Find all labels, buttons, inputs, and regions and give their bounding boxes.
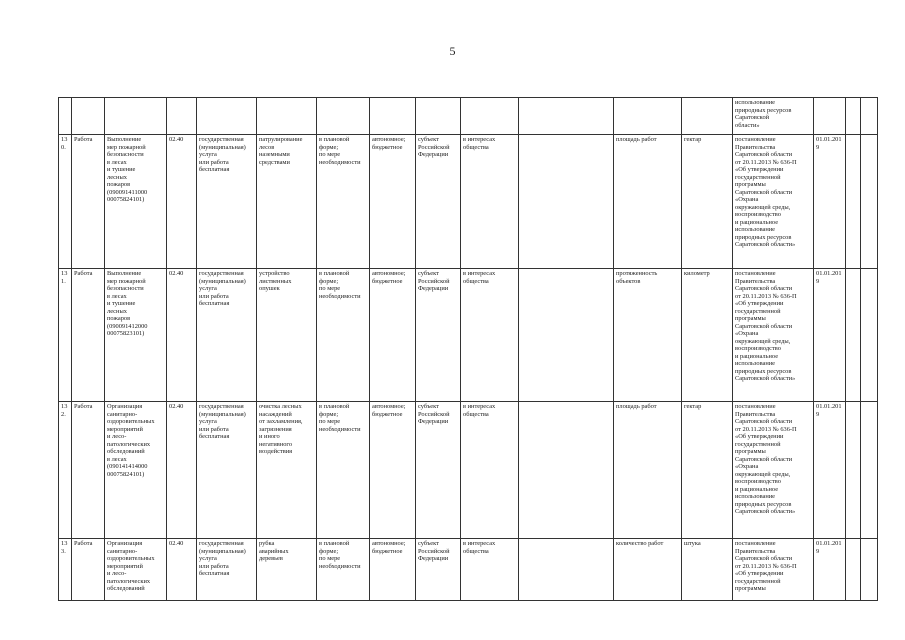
cell-indicator: количество работ [614, 539, 682, 601]
cell-subject: субъект Российской Федерации [416, 402, 461, 539]
cell-type: Работа [72, 539, 105, 601]
cell-type: Работа [72, 269, 105, 402]
cell-doc: постановление Правительства Саратовской области от 20.11.2013 № 636-П «Об утверждении государственной программы Саратовской области «Охрана окружающей среды, воспроизводство и рациональное использование природных ресурсов Саратовской области» [733, 402, 814, 539]
cell-interest: в интересах общества [461, 269, 519, 402]
cell-kind: государственная (муниципальная) услуга или работа бесплатная [197, 135, 257, 269]
cell-name: Выполнение мер пожарной безопасности в лесах и тушение лесных пожаров (090091412000 00075823101) [105, 269, 167, 402]
cell-interest: в интересах общества [461, 539, 519, 601]
cell-institution: автономное; бюджетное [370, 402, 416, 539]
cell-indicator: площадь работ [614, 135, 682, 269]
cell-doc: постановление Правительства Саратовской области от 20.11.2013 № 636-П «Об утверждении государственной программы [733, 539, 814, 601]
cell-doc: использование природных ресурсов Саратовской области» [733, 98, 814, 135]
registry-table [58, 97, 878, 601]
cell-institution: автономное; бюджетное [370, 269, 416, 402]
cell-subject: субъект Российской Федерации [416, 539, 461, 601]
cell-indicator: площадь работ [614, 402, 682, 539]
cell-date: 01.01.2019 [814, 269, 846, 402]
cell-date: 01.01.2019 [814, 402, 846, 539]
cell-unit: километр [682, 269, 733, 402]
table-row [59, 402, 878, 539]
cell-kind: государственная (муниципальная) услуга или работа бесплатная [197, 539, 257, 601]
cell-content: патрулирование лесов наземными средствами [257, 135, 317, 269]
cell-code: 02.40 [167, 539, 197, 601]
cell-condition: в плановой форме; по мере необходимости [317, 539, 370, 601]
cell-doc: постановление Правительства Саратовской области от 20.11.2013 № 636-П «Об утверждении государственной программы Саратовской области «Охрана окружающей среды, воспроизводство и рациональное использование природных ресурсов Саратовской области» [733, 269, 814, 402]
cell-date: 01.01.2019 [814, 135, 846, 269]
cell-institution: автономное; бюджетное [370, 135, 416, 269]
cell-indicator: протяженность объектов [614, 269, 682, 402]
cell-type: Работа [72, 135, 105, 269]
cell-content: рубка аварийных деревьев [257, 539, 317, 601]
cell-condition: в плановой форме; по мере необходимости [317, 135, 370, 269]
cell-condition: в плановой форме; по мере необходимости [317, 269, 370, 402]
table-row [59, 135, 878, 269]
cell-num: 132. [59, 402, 72, 539]
table-row [59, 539, 878, 601]
cell-unit: штука [682, 539, 733, 601]
cell-interest: в интересах общества [461, 135, 519, 269]
cell-name: Выполнение мер пожарной безопасности в лесах и тушение лесных пожаров (090091411000 00075824101) [105, 135, 167, 269]
cell-institution: автономное; бюджетное [370, 539, 416, 601]
table-row [59, 269, 878, 402]
cell-date: 01.01.2019 [814, 539, 846, 601]
cell-interest: в интересах общества [461, 402, 519, 539]
cell-name: Организация санитарно- оздоровительных мероприятий и лесо- патологических обследований в лесах (090141414000 00075824101) [105, 402, 167, 539]
cell-num: 130. [59, 135, 72, 269]
cell-unit: гектар [682, 135, 733, 269]
cell-subject: субъект Российской Федерации [416, 135, 461, 269]
cell-name: Организация санитарно- оздоровительных мероприятий и лесо- патологических обследований [105, 539, 167, 601]
cell-type: Работа [72, 402, 105, 539]
cell-num: 133. [59, 539, 72, 601]
cell-code: 02.40 [167, 135, 197, 269]
cell-doc: постановление Правительства Саратовской области от 20.11.2013 № 636-П «Об утверждении государственной программы Саратовской области «Охрана окружающей среды, воспроизводство и рациональное использование природных ресурсов Саратовской области» [733, 135, 814, 269]
cell-code: 02.40 [167, 402, 197, 539]
cell-content: устройство лиственных опушек [257, 269, 317, 402]
cell-num: 131. [59, 269, 72, 402]
cell-content: очистка лесных насаждений от захламления, загрязнения и иного негативного воздействия [257, 402, 317, 539]
cell-unit: гектар [682, 402, 733, 539]
table-row [59, 98, 878, 135]
cell-subject: субъект Российской Федерации [416, 269, 461, 402]
cell-condition: в плановой форме; по мере необходимости [317, 402, 370, 539]
cell-kind: государственная (муниципальная) услуга или работа бесплатная [197, 269, 257, 402]
page-number: 5 [449, 44, 456, 58]
cell-kind: государственная (муниципальная) услуга или работа бесплатная [197, 402, 257, 539]
cell-code: 02.40 [167, 269, 197, 402]
